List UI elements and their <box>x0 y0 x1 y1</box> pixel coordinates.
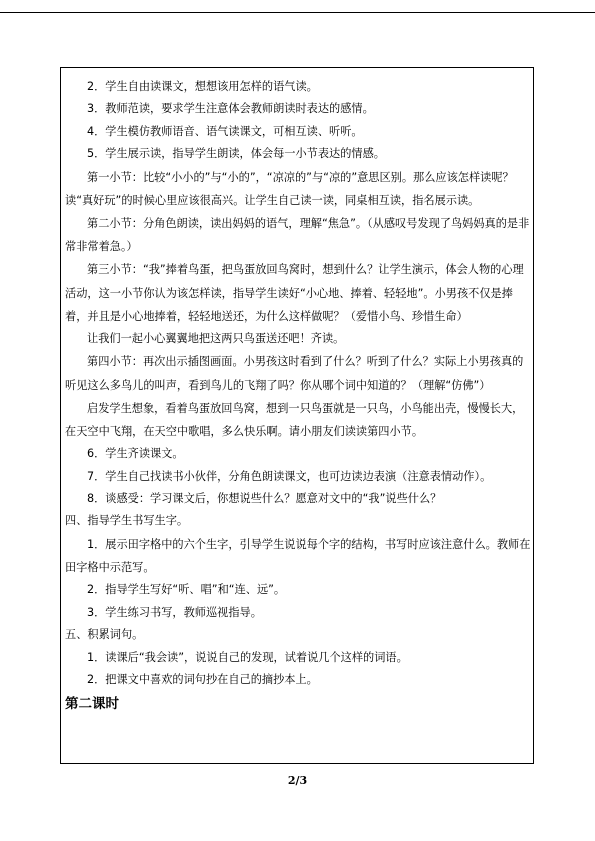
section-3-paragraph: 第三小节：“我”捧着鸟蛋，把鸟蛋放回鸟窝时，想到什么？让学生演示，体会人物的心理活动，这一小节你认为该怎样读，指导学生读好“小心地、捧着、轻轻地”。小男孩不仅是捧着，并且是小心地捧着，轻轻地送还，为什么这样做呢？（爱惜小鸟、珍惜生命） <box>65 263 524 323</box>
section-4-paragraph: 第四小节：再次出示插图画面。小男孩这时看到了什么？听到了什么？实际上小男孩真的听见这么多鸟儿的叫声，看到鸟儿的飞翔了吗？你从哪个词中知道的？（理解“仿佛”） <box>65 355 524 392</box>
section-1-paragraph: 第一小节：比较“小小的”与“小的”，“凉凉的”与“凉的”意思区别。那么应该怎样读呢？读“真好玩”的时候心里应该很高兴。让学生自己读一读，同桌相互读，指名展示读。 <box>65 170 514 207</box>
step-8-line: 8．谈感受：学习课文后，你想说些什么？愿意对文中的“我”说些什么？ <box>87 492 442 506</box>
writing-step-1-paragraph: 1．展示田字格中的六个生字，引导学生说说每个字的结构，书写时应该注意什么。教师在田字格中示范写。 <box>65 537 531 575</box>
page-number: 2/3 <box>287 774 308 787</box>
vocab-step-1-line: 1．读课后“我会读”，说说自己的发现，试着说几个这样的词语。 <box>87 650 408 664</box>
vocab-step-2-line: 2．把课文中喜欢的词句抄在自己的摘抄本上。 <box>87 672 318 686</box>
step-4-line: 4．学生模仿教师语音、语气读课文，可相互读、听听。 <box>87 124 363 138</box>
writing-step-3-line: 3．学生练习书写，教师巡视指导。 <box>87 605 262 619</box>
section-2-paragraph: 第二小节：分角色朗读，读出妈妈的语气，理解“焦急”。（从感叹号发现了鸟妈妈真的是非常非常着急。） <box>65 217 530 254</box>
header-rule <box>0 12 595 13</box>
part-4-heading: 四、指导学生书写生字。 <box>65 514 189 528</box>
part-5-heading: 五、积累词句。 <box>65 628 144 642</box>
read-together-line: 让我们一起小心翼翼地把这两只鸟蛋送还吧！齐读。 <box>87 332 345 346</box>
step-5-line: 5．学生展示读，指导学生朗读，体会每一小节表达的情感。 <box>87 147 385 161</box>
writing-step-2-line: 2．指导学生写好“听、唱”和“连、远”。 <box>87 583 286 597</box>
step-6-line: 6．学生齐读课文。 <box>87 447 184 461</box>
step-2-line: 2．学生自由读课文，想想该用怎样的语气读。 <box>87 80 318 93</box>
step-3-line: 3．教师范读，要求学生注意体会教师朗读时表达的感情。 <box>87 102 374 116</box>
second-lesson-heading: 第二课时 <box>65 696 119 713</box>
imagination-paragraph: 启发学生想象，看着鸟蛋放回鸟窝，想到一只鸟蛋就是一只鸟，小鸟能出壳，慢慢长大，在天空中飞翔，在天空中歌唱，多么快乐啊。请小朋友们读读第四小节。 <box>65 401 524 439</box>
lesson-content <box>65 76 531 716</box>
step-7-line: 7．学生自己找读书小伙伴，分角色朗读课文，也可边读边表演（注意表情动作）。 <box>87 469 492 483</box>
